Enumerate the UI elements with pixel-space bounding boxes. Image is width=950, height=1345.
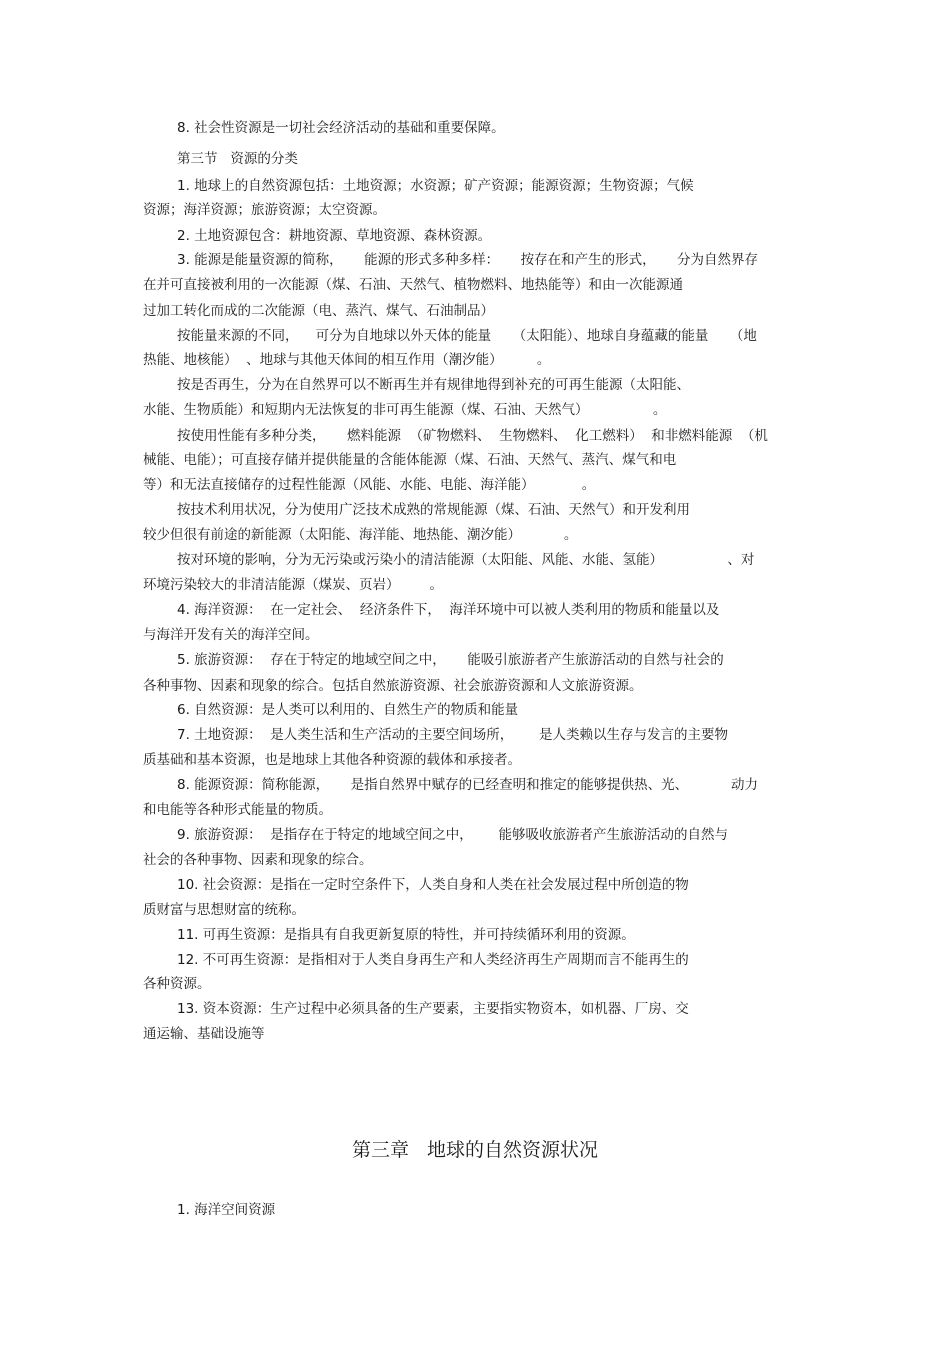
text-line: 与海洋开发有关的海洋空间。 [143, 627, 319, 643]
text-line: 3. 能源是能量资源的简称， 能源的形式多种多样： 按存在和产生的形式， 分为自然界存 [177, 252, 759, 268]
text-line: 社会的各种事物、因素和现象的综合。 [143, 852, 373, 868]
text-line: 质财富与思想财富的统称。 [143, 902, 305, 918]
text-line: 2. 土地资源包含：耕地资源、草地资源、森林资源。 [177, 228, 492, 244]
chapter-title: 第三章 地球的自然资源状况 [351, 1139, 599, 1161]
text-line: 各种事物、因素和现象的综合。包括自然旅游资源、社会旅游资源和人文旅游资源。 [143, 678, 643, 694]
text-line: 热能、地核能） 、地球与其他天体间的相互作用（潮汐能） 。 [143, 352, 551, 368]
text-line: 13. 资本资源：生产过程中必须具备的生产要素，主要指实物资本，如机器、厂房、交 [177, 1001, 689, 1017]
text-line: 在并可直接被利用的一次能源（煤、石油、天然气、植物燃料、地热能等）和由一次能源通 [143, 277, 683, 293]
text-line: 按能量来源的不同， 可分为自地球以外天体的能量 （太阳能）、地球自身蕴藏的能量 （地 [177, 328, 757, 344]
text-line: 环境污染较大的非清洁能源（煤炭、页岩） 。 [143, 577, 444, 593]
text-line: 质基础和基本资源，也是地球上其他各种资源的载体和承接者。 [143, 752, 521, 768]
section-heading: 第三节 资源的分类 [177, 151, 298, 167]
text-line: 按技术利用状况，分为使用广泛技术成熟的常规能源（煤、石油、天然气）和开发利用 [177, 502, 690, 518]
text-line: 5. 旅游资源： 存在于特定的地域空间之中， 能吸引旅游者产生旅游活动的自然与社会的 [177, 652, 724, 668]
text-line: 4. 海洋资源： 在一定社会、 经济条件下， 海洋环境中可以被人类利用的物质和能量以及 [177, 602, 720, 618]
text-line: 和电能等各种形式能量的物质。 [143, 802, 332, 818]
text-line: 各种资源。 [143, 976, 211, 992]
text-line: 通运输、基础设施等 [143, 1026, 265, 1042]
text-line: 较少但很有前途的新能源（太阳能、海洋能、地热能、潮汐能） 。 [143, 527, 578, 543]
text-line: 械能、电能）；可直接存储并提供能量的含能体能源（煤、石油、天然气、蒸汽、煤气和电 [143, 452, 677, 468]
text-line: 按是否再生，分为在自然界可以不断再生并有规律地得到补充的可再生能源（太阳能、 [177, 377, 690, 393]
text-line: 1. 地球上的自然资源包括：土地资源；水资源；矿产资源；能源资源；生物资源；气候 [177, 178, 694, 194]
text-line: 过加工转化而成的二次能源（电、蒸汽、煤气、石油制品） [143, 303, 494, 319]
text-line: 6. 自然资源：是人类可以利用的、自然生产的物质和能量 [177, 702, 519, 718]
text-line: 按对环境的影响，分为无污染或污染小的清洁能源（太阳能、风能、水能、氢能） 、对 [177, 552, 755, 568]
text-line: 等）和无法直接储存的过程性能源（风能、水能、电能、海洋能） 。 [143, 477, 596, 493]
text-line: 按使用性能有多种分类， 燃料能源 （矿物燃料、 生物燃料、 化工燃料） 和非燃料能源 （机 [177, 428, 768, 444]
text-line: 9. 旅游资源： 是指存在于特定的地域空间之中， 能够吸收旅游者产生旅游活动的自然与 [177, 827, 729, 843]
text-line: 12. 不可再生资源：是指相对于人类自身再生产和人类经济再生产周期而言不能再生的 [177, 952, 689, 968]
text-line: 水能、生物质能）和短期内无法恢复的非可再生能源（煤、石油、天然气） 。 [143, 402, 667, 418]
text-line: 11. 可再生资源：是指具有自我更新复原的特性，并可持续循环利用的资源。 [177, 927, 635, 943]
text-line: 8. 能源资源：简称能源， 是指自然界中赋存的已经查明和推定的能够提供热、光、 动力 [177, 777, 759, 793]
section-item: 1. 海洋空间资源 [177, 1202, 276, 1218]
text-line: 10. 社会资源：是指在一定时空条件下，人类自身和人类在社会发展过程中所创造的物 [177, 877, 689, 893]
text-line: 7. 土地资源： 是人类生活和生产活动的主要空间场所， 是人类赖以生存与发言的主要物 [177, 727, 729, 743]
text-line: 资源；海洋资源；旅游资源；太空资源。 [143, 202, 386, 218]
text-line: 8. 社会性资源是一切社会经济活动的基础和重要保障。 [177, 120, 505, 136]
